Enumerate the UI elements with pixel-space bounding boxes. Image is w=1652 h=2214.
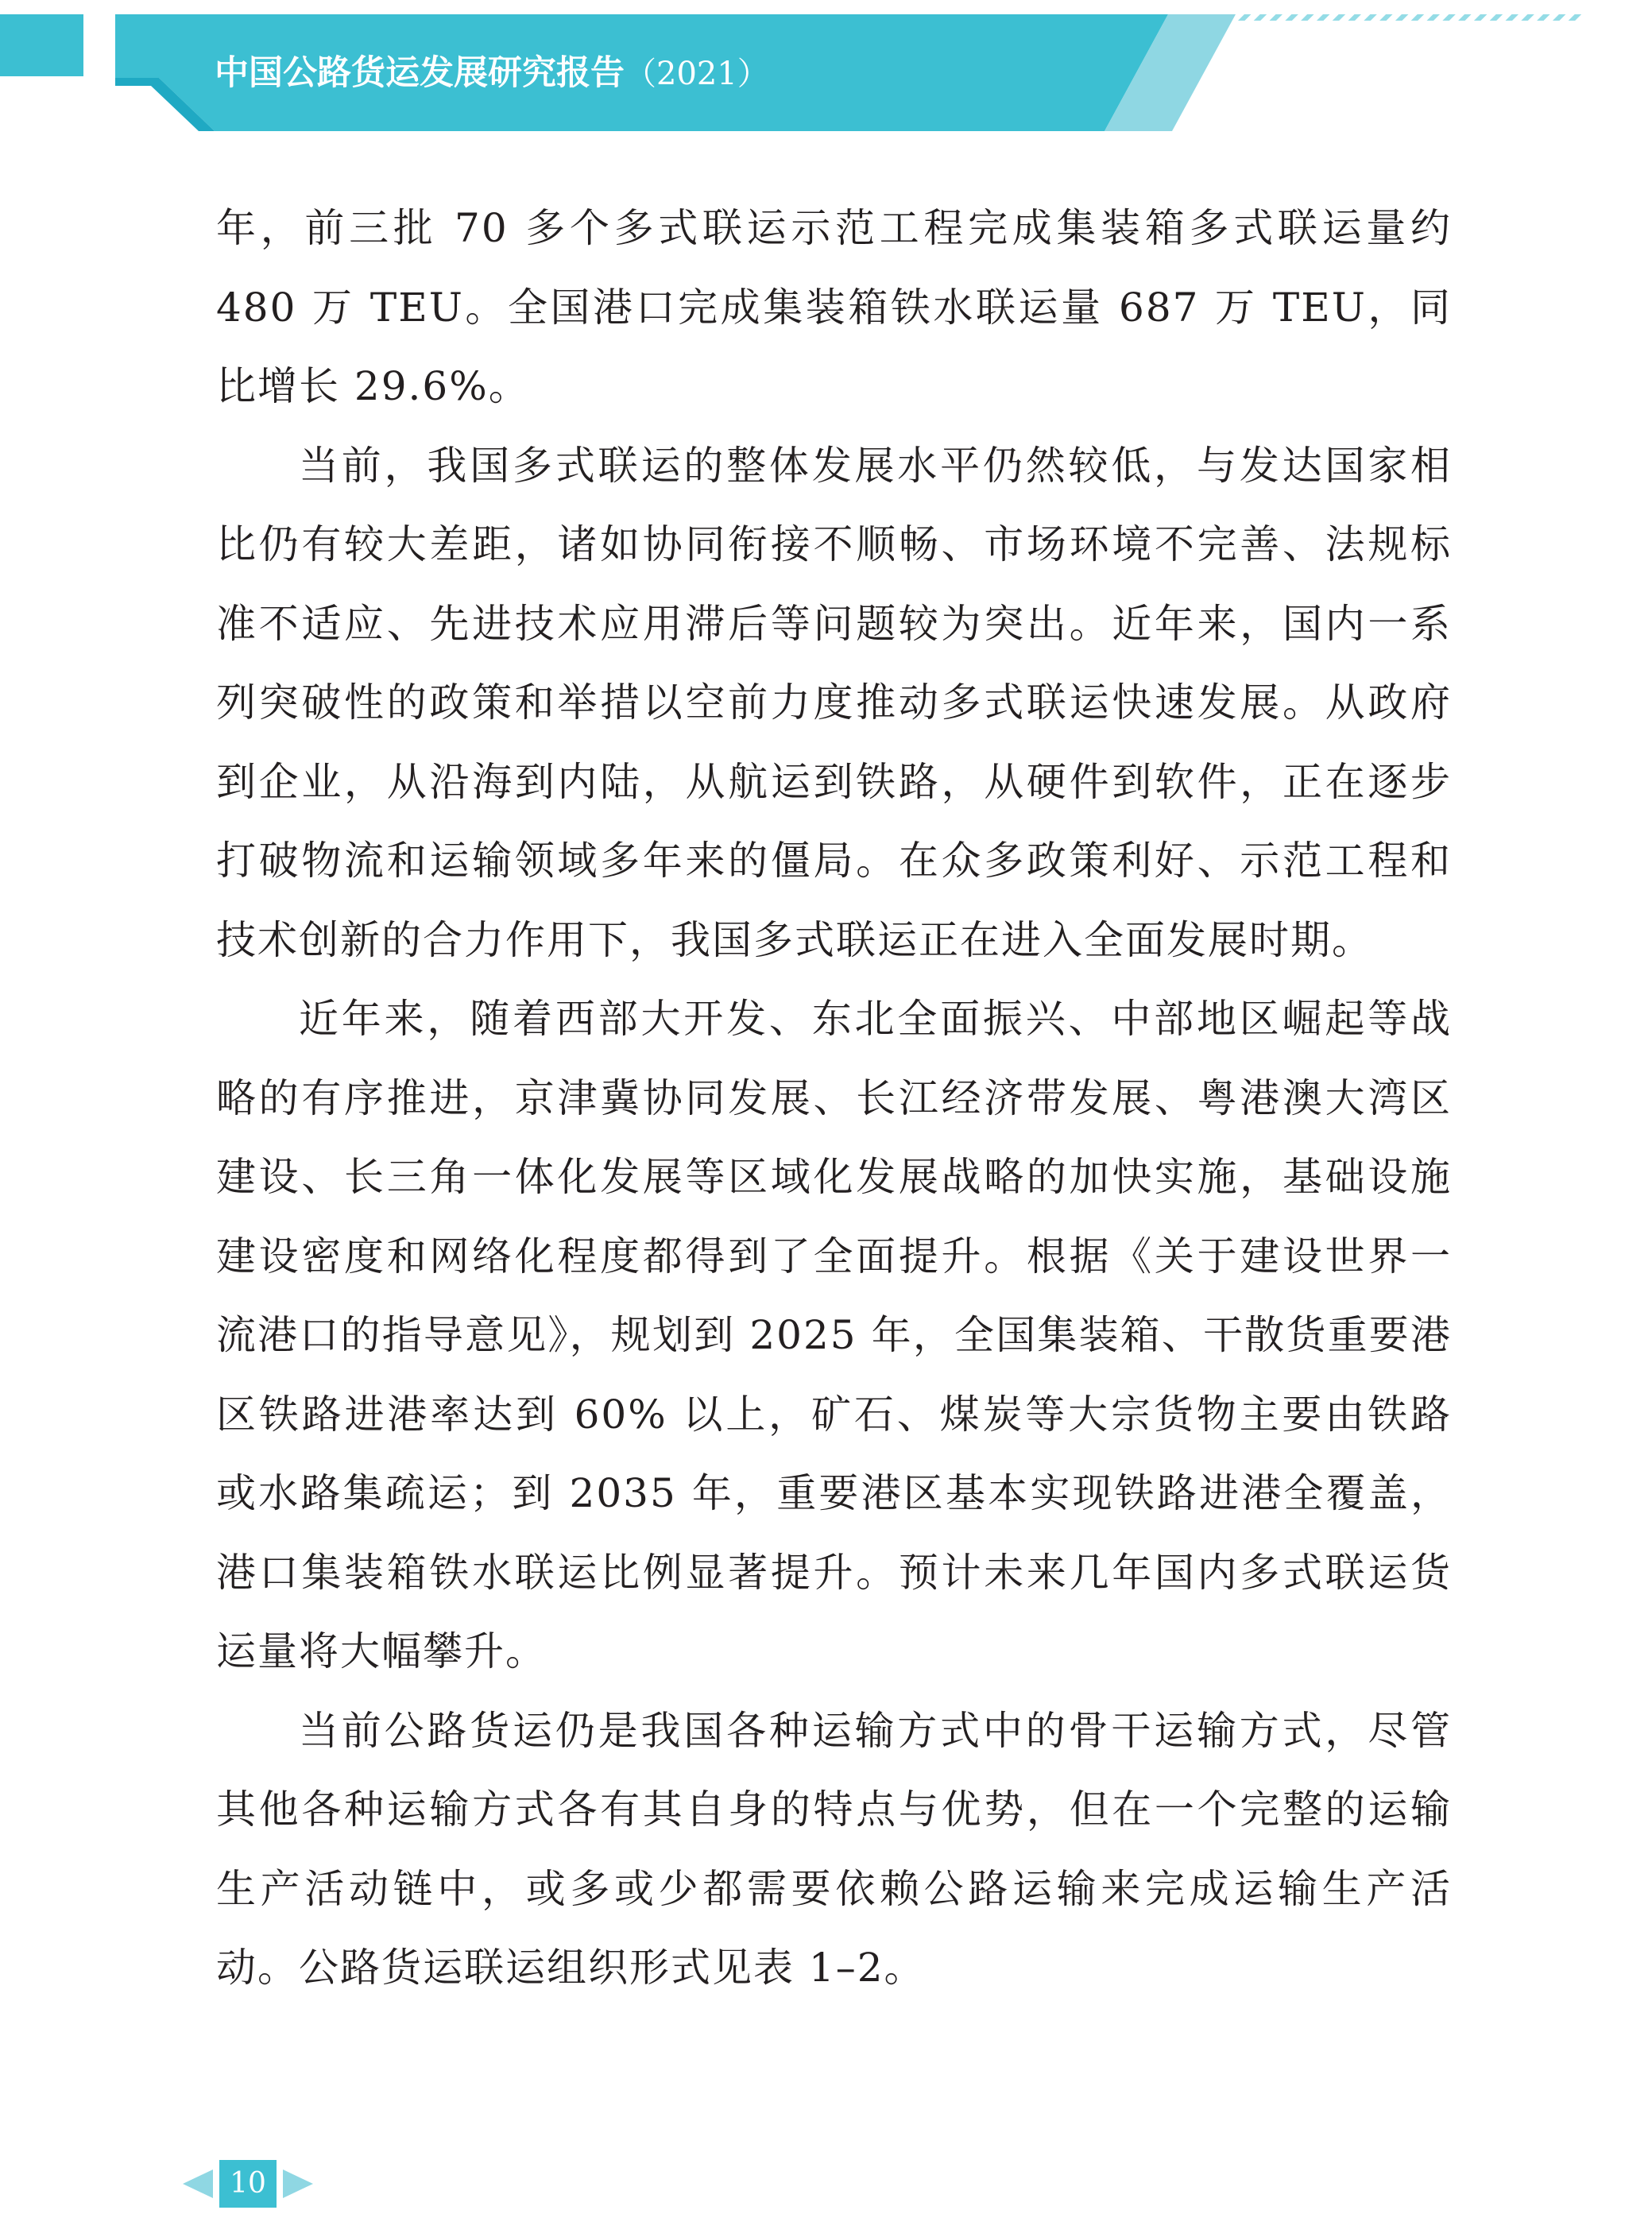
page-number-badge <box>181 2160 316 2208</box>
paragraph-3: 近年来，随着西部大开发、东北全面振兴、中部地区崛起等战略的有序推进，京津冀协同发展、长江经济带发展、粤港澳大湾区建设、长三角一体化发展等区域化发展战略的加快实施，基础设施建设密度和网络化程度都得到了全面提升。根据《关于建设世界一流港口的指导意见》，规划到 2025 年，全国集装箱、干散货重要港区铁路进港率达到 60% 以上，矿石、煤炭等大宗货物主要由铁路或水路集疏运；到 2035 年，重要港区基本实现铁路进港全覆盖，港口集装箱铁水联运比例显著提升。预计未来几年国内多式联运货运量将大幅攀升。 <box>216 996 1452 1674</box>
right-arrow-icon <box>283 2169 313 2198</box>
report-title: 中国公路货运发展研究报告 <box>215 53 625 93</box>
body-text <box>216 189 1452 2008</box>
page-number: 10 <box>230 2167 266 2200</box>
page-header <box>0 0 1652 139</box>
header-title <box>215 45 769 101</box>
report-year: （2021） <box>625 56 769 92</box>
header-left-tab <box>0 14 83 76</box>
left-arrow-icon <box>183 2169 213 2198</box>
paragraph-4: 当前公路货运仍是我国各种运输方式中的骨干运输方式，尽管其他各种运输方式各有其自身的特点与优势，但在一个完整的运输生产活动链中，或多或少都需要依赖公路运输来完成运输生产活动。公路货运联运组织形式见表 1–2。 <box>216 1707 1452 1991</box>
paragraph-1: 年，前三批 70 多个多式联运示范工程完成集装箱多式联运量约 480 万 TEU。全国港口完成集装箱铁水联运量 687 万 TEU，同比增长 29.6%。 <box>216 205 1452 409</box>
paragraph-2: 当前，我国多式联运的整体发展水平仍然较低，与发达国家相比仍有较大差距，诸如协同衔接不顺畅、市场环境不完善、法规标准不适应、先进技术应用滞后等问题较为突出。近年来，国内一系列突破性的政策和举措以空前力度推动多式联运快速发展。从政府到企业，从沿海到内陆，从航运到铁路，从硬件到软件，正在逐步打破物流和运输领域多年来的僵局。在众多政策利好、示范工程和技术创新的合力作用下，我国多式联运正在进入全面发展时期。 <box>216 442 1452 963</box>
